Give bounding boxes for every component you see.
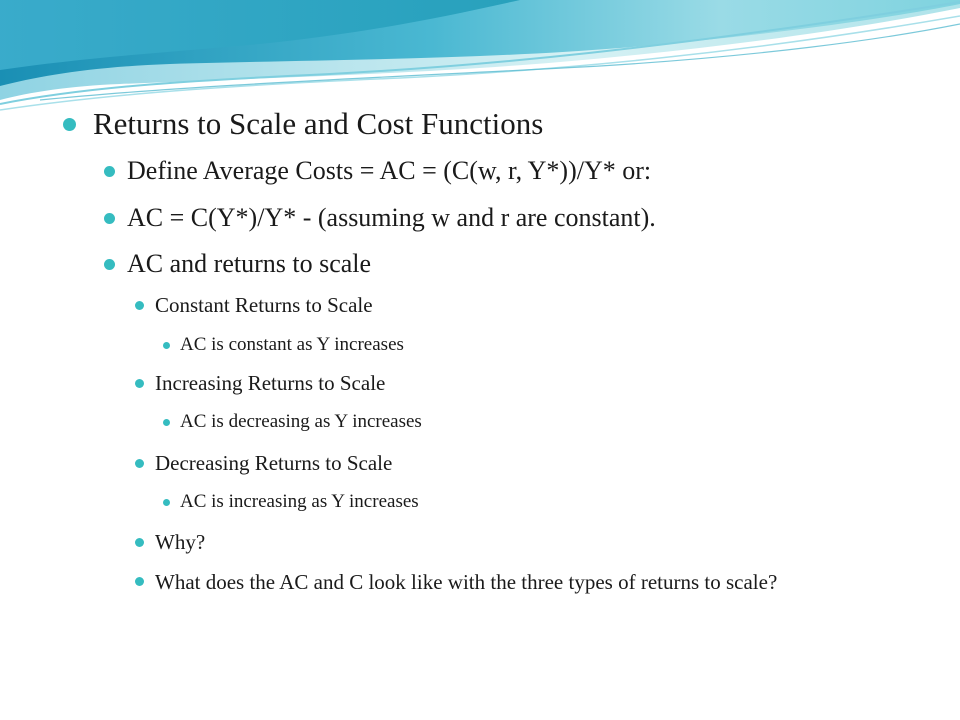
heading-item xyxy=(63,106,543,142)
list-item-text: Define Average Costs = AC = (C(w, r, Y*))/Y* or: xyxy=(127,156,652,185)
bullet-icon xyxy=(163,499,170,506)
list-item-text: Decreasing Returns to Scale xyxy=(155,451,393,475)
bullet-icon xyxy=(104,166,115,177)
list-item xyxy=(135,567,855,598)
list-item xyxy=(163,333,404,357)
list-item xyxy=(104,156,651,186)
list-item-text: Why? xyxy=(155,530,206,554)
list-item-text: AC is decreasing as Y increases xyxy=(180,411,422,432)
list-item xyxy=(135,449,392,477)
bullet-icon xyxy=(104,259,115,270)
list-item xyxy=(135,528,205,556)
bullet-icon xyxy=(135,301,144,310)
bullet-icon xyxy=(63,118,76,131)
list-item xyxy=(104,249,371,279)
bullet-icon xyxy=(163,342,170,349)
list-item-text: What does the AC and C look like with the three types of returns to scale? xyxy=(155,570,778,594)
list-item-text: AC and returns to scale xyxy=(127,249,372,278)
list-item xyxy=(163,410,422,434)
list-item-text: Constant Returns to Scale xyxy=(155,293,373,317)
bullet-icon xyxy=(104,213,115,224)
bullet-icon xyxy=(135,379,144,388)
list-item-text: Increasing Returns to Scale xyxy=(155,371,386,395)
list-item xyxy=(163,490,419,514)
list-item-text: AC is increasing as Y increases xyxy=(180,491,419,512)
list-item-text: AC = C(Y*)/Y* - (assuming w and r are constant). xyxy=(127,203,656,232)
list-item-text: AC is constant as Y increases xyxy=(180,334,404,355)
list-item xyxy=(135,291,373,319)
bullet-icon xyxy=(163,419,170,426)
bullet-icon xyxy=(135,577,144,586)
bullet-icon xyxy=(135,459,144,468)
list-item xyxy=(104,203,656,233)
slide-heading: Returns to Scale and Cost Functions xyxy=(93,106,544,141)
list-item xyxy=(135,369,385,397)
bullet-icon xyxy=(135,538,144,547)
